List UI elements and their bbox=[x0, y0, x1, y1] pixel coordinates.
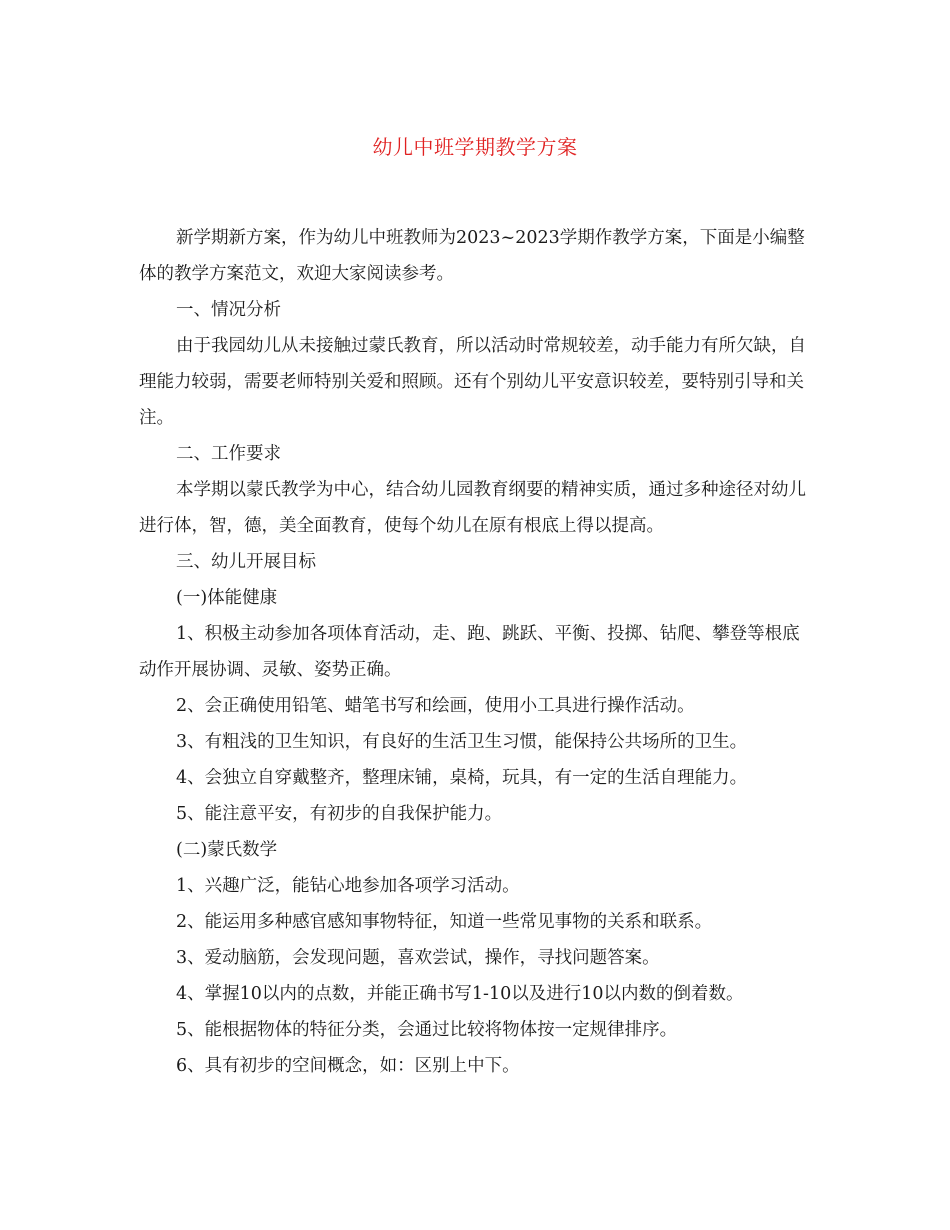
intro-paragraph: 新学期新方案，作为幼儿中班教师为2023~2023学期作教学方案，下面是小编整体的教学方案范文，欢迎大家阅读参考。 bbox=[139, 228, 805, 284]
section-heading-goals: 三、幼儿开展目标 bbox=[176, 552, 316, 572]
list-item: 4、掌握10以内的点数，并能正确书写1-10以及进行10以内数的倒着数。 bbox=[176, 984, 744, 1004]
list-item: 4、会独立自穿戴整齐，整理床铺，桌椅，玩具，有一定的生活自理能力。 bbox=[176, 768, 748, 788]
section-heading-situation: 一、情况分析 bbox=[176, 300, 281, 320]
list-item: 5、能根据物体的特征分类，会通过比较将物体按一定规律排序。 bbox=[176, 1020, 678, 1040]
list-item: 2、会正确使用铅笔、蜡笔书写和绘画，使用小工具进行操作活动。 bbox=[176, 696, 695, 716]
list-item: 1、积极主动参加各项体育活动，走、跑、跳跃、平衡、投掷、钻爬、攀登等根底动作开展协调、灵敏、姿势正确。 bbox=[139, 624, 800, 680]
requirements-paragraph: 本学期以蒙氏教学为中心，结合幼儿园教育纲要的精神实质，通过多种途径对幼儿进行体，智，德，美全面教育，使每个幼儿在原有根底上得以提高。 bbox=[139, 480, 806, 536]
list-item: 2、能运用多种感官感知事物特征，知道一些常见事物的关系和联系。 bbox=[176, 912, 713, 932]
document-body bbox=[139, 220, 814, 1084]
list-item: 3、爱动脑筋，会发现问题，喜欢尝试，操作，寻找问题答案。 bbox=[176, 948, 660, 968]
list-item: 6、具有初步的空间概念，如：区别上中下。 bbox=[176, 1056, 520, 1076]
situation-paragraph: 由于我园幼儿从未接触过蒙氏教育，所以活动时常规较差，动手能力有所欠缺，自理能力较弱，需要老师特别关爱和照顾。还有个别幼儿平安意识较差，要特别引导和关注。 bbox=[139, 336, 806, 428]
list-item: 3、有粗浅的卫生知识，有良好的生活卫生习惯，能保持公共场所的卫生。 bbox=[176, 732, 748, 752]
list-item: 5、能注意平安，有初步的自我保护能力。 bbox=[176, 804, 503, 824]
list-item: 1、兴趣广泛，能钻心地参加各项学习活动。 bbox=[176, 876, 520, 896]
subsection-heading-physical: (一)体能健康 bbox=[176, 588, 278, 608]
subsection-heading-math: (二)蒙氏数学 bbox=[176, 840, 278, 860]
section-heading-requirements: 二、工作要求 bbox=[176, 444, 281, 464]
document-title: 幼儿中班学期教学方案 bbox=[372, 135, 578, 159]
